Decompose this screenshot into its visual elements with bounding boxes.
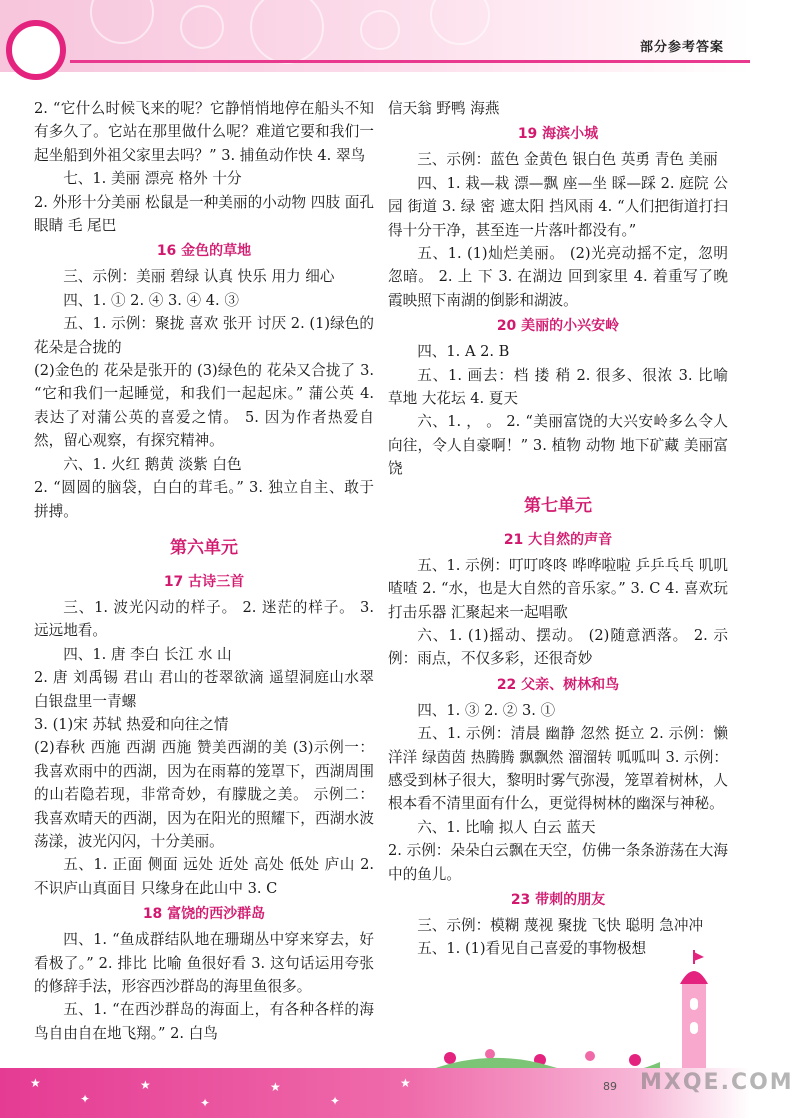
answer-item: 3. (1)宋 苏轼 热爱和向往之情 xyxy=(34,715,229,733)
header-ring-icon xyxy=(6,20,66,80)
answer-item: 三、1. 波光闪动的样子。 2. 迷茫的样子。 3. 远远地看。 xyxy=(34,598,374,640)
answer-item: 六、1. ， 。 2. “美丽富饶的大兴安岭多么令人向往，令人自豪啊！” 3. 植物 动物 地下矿藏 美丽富饶 xyxy=(388,413,728,478)
answer-item: 五、1. 正面 侧面 远处 近处 高处 低处 庐山 2. 不识庐山真面目 只缘身在此山中 3. C xyxy=(34,856,374,897)
header-bubble xyxy=(90,0,154,44)
header-bubble xyxy=(360,10,400,50)
answer-item: (2)春秋 西施 西湖 西施 赞美西湖的美 (3)示例一：我喜欢雨中的西湖，因为在雨幕的笼罩下，西湖周围的山若隐若现，非常奇妙，有朦胧之美。 示例二：我喜欢晴天的西湖，因为在阳光的照耀下，西湖水波荡漾，波光闪闪，十分美丽。 xyxy=(34,739,374,850)
answer-item: 六、1. 比喻 拟人 白云 蓝天 xyxy=(417,818,596,836)
answer-item: 五、1. 示例：叮叮咚咚 哗哗啦啦 乒乒乓乓 叽叽喳喳 2. “水，也是大自然的音乐家。” 3. C 4. 喜欢玩打击乐器 汇聚起来一起唱歌 xyxy=(388,556,728,621)
answer-item: 四、1. ③ 2. ② 3. ① xyxy=(417,701,556,719)
answer-item: 三、示例：美丽 碧绿 认真 快乐 用力 细心 xyxy=(63,268,335,286)
answer-item: 四、1. ① 2. ④ 3. ④ 4. ③ xyxy=(63,291,239,309)
page-header xyxy=(0,0,750,72)
answer-item: 四、1. 唐 李白 长江 水 山 xyxy=(63,645,232,663)
section-title: 19 海滨小城 xyxy=(517,126,599,143)
answer-item: 2. 外形十分美丽 松鼠是一种美丽的小动物 四肢 面孔 眼睛 毛 尾巴 xyxy=(34,193,374,235)
answer-item: 四、1. “鱼成群结队地在珊瑚丛中穿来穿去，好看极了。” 2. 排比 比喻 鱼很好看 3. 这句话运用夸张的修辞手法，形容西沙群岛的海里鱼很多。 xyxy=(34,931,374,995)
answer-item: 七、1. 美丽 漂亮 格外 十分 xyxy=(63,170,242,188)
answer-item: 三、示例：蓝色 金黄色 银白色 英勇 青色 美丽 xyxy=(417,151,718,169)
answer-item: 五、1. 示例：清晨 幽静 忽然 挺立 2. 示例：懒洋洋 绿茵茵 热腾腾 飘飘然 溜溜转 呱呱叫 3. 示例：感受到林子很大，黎明时雾气弥漫，笼罩着树林，人根本看不清里面有什么，更觉得树林的幽深与神秘。 xyxy=(388,725,728,813)
header-divider xyxy=(70,60,750,63)
answer-item: 2. 示例：朵朵白云飘在天空，仿佛一条条游荡在大海中的鱼儿。 xyxy=(388,842,728,883)
watermark: MXQE.COM xyxy=(640,1070,794,1095)
star-icon: ★ xyxy=(400,1076,411,1090)
answer-item: 五、1. “在西沙群岛的海面上，有各种各样的海鸟自由自在地飞翔。” 2. 白鸟 xyxy=(34,1001,374,1042)
page-number: 89 xyxy=(603,1080,617,1093)
star-icon: ✦ xyxy=(200,1096,211,1110)
answer-item: 五、1. (1)看见自己喜爱的事物极想 xyxy=(417,940,647,958)
answer-item: (2)金色的 花朵是张开的 (3)绿色的 花朵又合拢了 3. “它和我们一起睡觉，和我们一起起床。” 蒲公英 4. 表达了对蒲公英的喜爱之情。 5. 因为作者热爱自然，留心观察，有探究精神。 xyxy=(34,362,374,450)
star-icon: ★ xyxy=(140,1078,151,1092)
star-icon: ★ xyxy=(270,1080,281,1094)
section-title: 21 大自然的声音 xyxy=(503,531,613,548)
answer-item: 五、1. (1)灿烂美丽。 (2)光亮动摇不定，忽明忽暗。 2. 上 下 3. 在湖边 回到家里 4. 着重写了晚霞映照下南湖的倒影和湖波。 xyxy=(388,245,728,309)
unit-title: 第六单元 xyxy=(170,537,238,558)
answer-item: 四、1. A 2. B xyxy=(417,343,510,361)
section-title: 20 美丽的小兴安岭 xyxy=(496,318,620,335)
section-title: 22 父亲、树林和鸟 xyxy=(496,676,620,693)
answer-item: 2. 唐 刘禹锡 君山 君山的苍翠欲滴 遥望洞庭山水翠 白银盘里一青螺 xyxy=(34,669,374,710)
section-title: 17 古诗三首 xyxy=(163,573,245,590)
section-title: 18 富饶的西沙群岛 xyxy=(142,906,266,923)
right-column xyxy=(388,97,728,961)
answer-item: 六、1. 火红 鹅黄 淡紫 白色 xyxy=(63,455,242,473)
answer-item: 四、1. 栽—栽 漂—飘 座—坐 睬—踩 2. 庭院 公园 街道 3. 绿 密 遮太阳 挡风雨 4. “人们把街道打扫得十分干净，甚至连一片落叶都没有。” xyxy=(388,174,728,239)
star-icon: ★ xyxy=(30,1076,41,1090)
header-bubble xyxy=(250,0,324,64)
star-icon: ✦ xyxy=(330,1094,341,1108)
castle-tower-icon xyxy=(672,950,716,1068)
star-icon: ✦ xyxy=(80,1092,91,1106)
answer-item: 三、示例：模糊 蔑视 聚拢 飞快 聪明 急冲冲 xyxy=(417,916,704,934)
answer-item: 2. “圆圆的脑袋，白白的茸毛。” 3. 独立自主、敢于拼搏。 xyxy=(34,479,374,520)
answer-item: 六、1. (1)摇动、摆动。 (2)随意洒落。 2. 示例：雨点，不仅多彩，还很奇妙 xyxy=(388,626,728,668)
section-title: 23 带刺的朋友 xyxy=(510,891,606,908)
answer-item: 2. “它什么时候飞来的呢？它静悄悄地停在船头不知有多久了。它站在那里做什么呢？难道它要和我们一起坐船到外祖父家里去吗？” 3. 捕鱼动作快 4. 翠鸟 xyxy=(34,100,374,164)
answer-item: 五、1. 示例：聚拢 喜欢 张开 讨厌 2. (1)绿色的 花朵是合拢的 xyxy=(34,315,374,356)
answer-item: 信天翁 野鸭 海燕 xyxy=(388,100,500,117)
flower-decoration-icon xyxy=(430,1040,660,1070)
page-footer xyxy=(0,1068,750,1118)
left-column xyxy=(34,97,374,1045)
header-bubble xyxy=(430,0,490,45)
header-bubble xyxy=(180,5,224,49)
section-title: 16 金色的草地 xyxy=(156,243,252,260)
header-title: 部分参考答案 xyxy=(639,40,724,55)
answer-item: 五、1. 画去：档 搂 稍 2. 很多、很浓 3. 比喻 草地 大花坛 4. 夏天 xyxy=(388,366,728,408)
unit-title: 第七单元 xyxy=(524,495,592,516)
